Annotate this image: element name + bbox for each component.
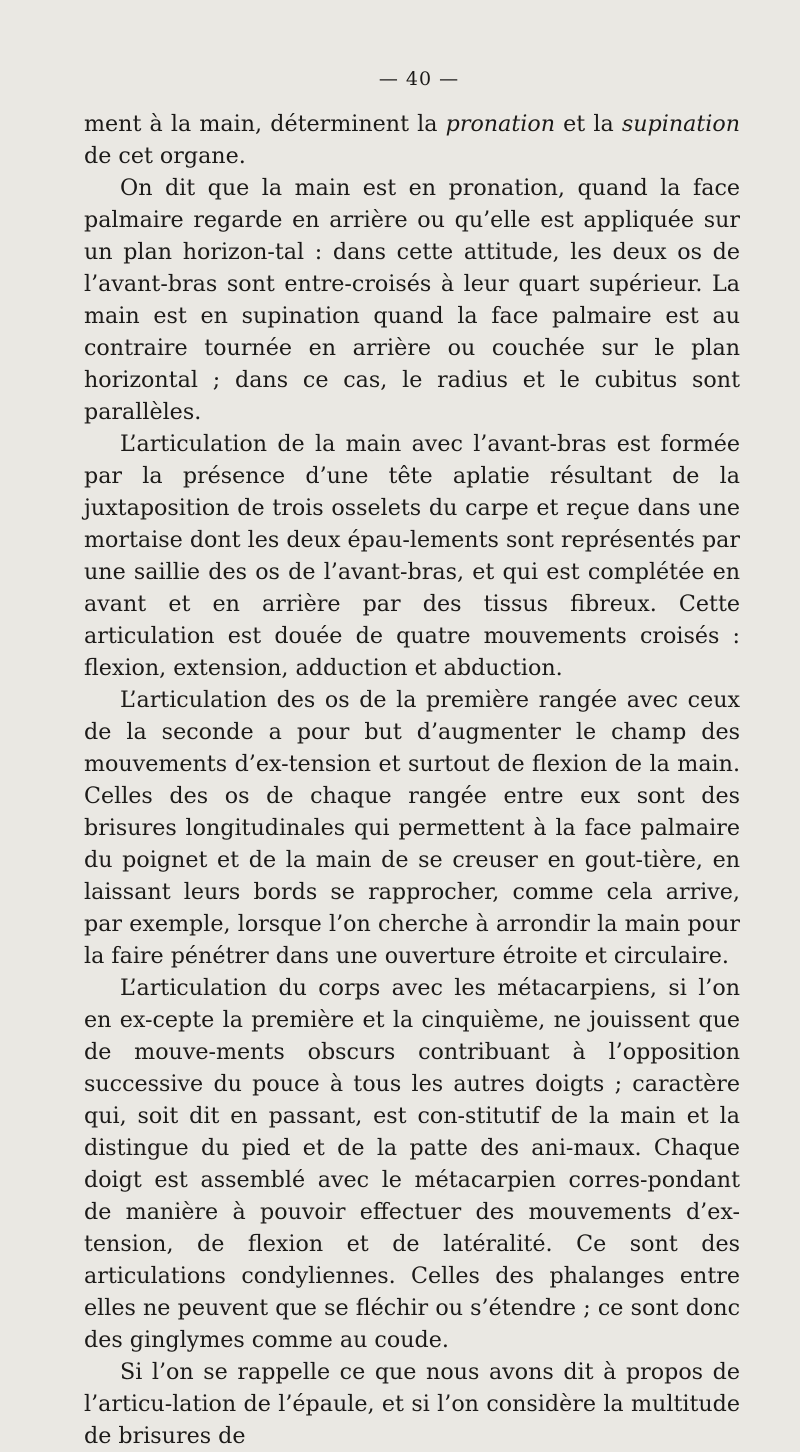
paragraph [84, 428, 740, 684]
body-text [84, 108, 740, 1452]
paragraph-text: ment à la main, déterminent la [84, 111, 446, 137]
paragraph [84, 972, 740, 1356]
paragraph [84, 172, 740, 428]
page-number: — 40 — [378, 68, 460, 90]
italic-term: pronation [445, 111, 555, 137]
paragraph-text: Si l’on se rappelle ce que nous avons dit à propos de l’articu-lation de l’épaule, et si l’on considère la multitude de brisures de [84, 1359, 740, 1449]
paragraph [84, 1356, 740, 1452]
paragraph-text: L’articulation du corps avec les métacarpiens, si l’on en ex-cepte la première et la cinquième, ne jouissent que de mouve-ments obscurs contribuant à l’opposition successive du pouce à tous les autres doigts ; caractère qui, soit dit en passant, est con-stitutif de la main et la distingue du pied et de la patte des ani-maux. Chaque doigt est assemblé avec le métacarpien corres-pondant de manière à pouvoir effectuer des mouvements d’ex-tension, de flexion et de latéralité. Ce sont des articulations condyliennes. Celles des phalanges entre elles ne peuvent que se fléchir ou s’étendre ; ce sont donc des ginglymes comme au coude. [84, 975, 740, 1353]
paragraph-text: L’articulation de la main avec l’avant-bras est formée par la présence d’une tête aplatie résultant de la juxtaposition de trois osselets du carpe et reçue dans une mortaise dont les deux épau-lements sont représentés par une saillie des os de l’avant-bras, et qui est complétée en avant et en arrière par des tissus fibreux. Cette articulation est douée de quatre mouvements croisés : flexion, extension, adduction et abduction. [84, 431, 740, 681]
paragraph-text: On dit que la main est en pronation, quand la face palmaire regarde en arrière ou qu’elle est appliquée sur un plan horizon-tal : dans cette attitude, les deux os de l’avant-bras sont entre-croisés à leur quart supérieur. La main est en supination quand la face palmaire est au contraire tournée en arrière ou couchée sur le plan horizontal ; dans ce cas, le radius et le cubitus sont parallèles. [84, 175, 740, 425]
paragraph-text: L’articulation des os de la première rangée avec ceux de la seconde a pour but d’augmenter le champ des mouvements d’ex-tension et surtout de flexion de la main. Celles des os de chaque rangée entre eux sont des brisures longitudinales qui permettent à la face palmaire du poignet et de la main de se creuser en gout-tière, en laissant leurs bords se rapprocher, comme cela arrive, par exemple, lorsque l’on cherche à arrondir la main pour la faire pénétrer dans une ouverture étroite et circulaire. [84, 687, 740, 969]
paragraph [84, 684, 740, 972]
paragraph-text: et la [555, 111, 622, 137]
italic-term: supination [621, 111, 740, 137]
paragraph-text: de cet organe. [84, 143, 246, 169]
paragraph [84, 108, 740, 172]
